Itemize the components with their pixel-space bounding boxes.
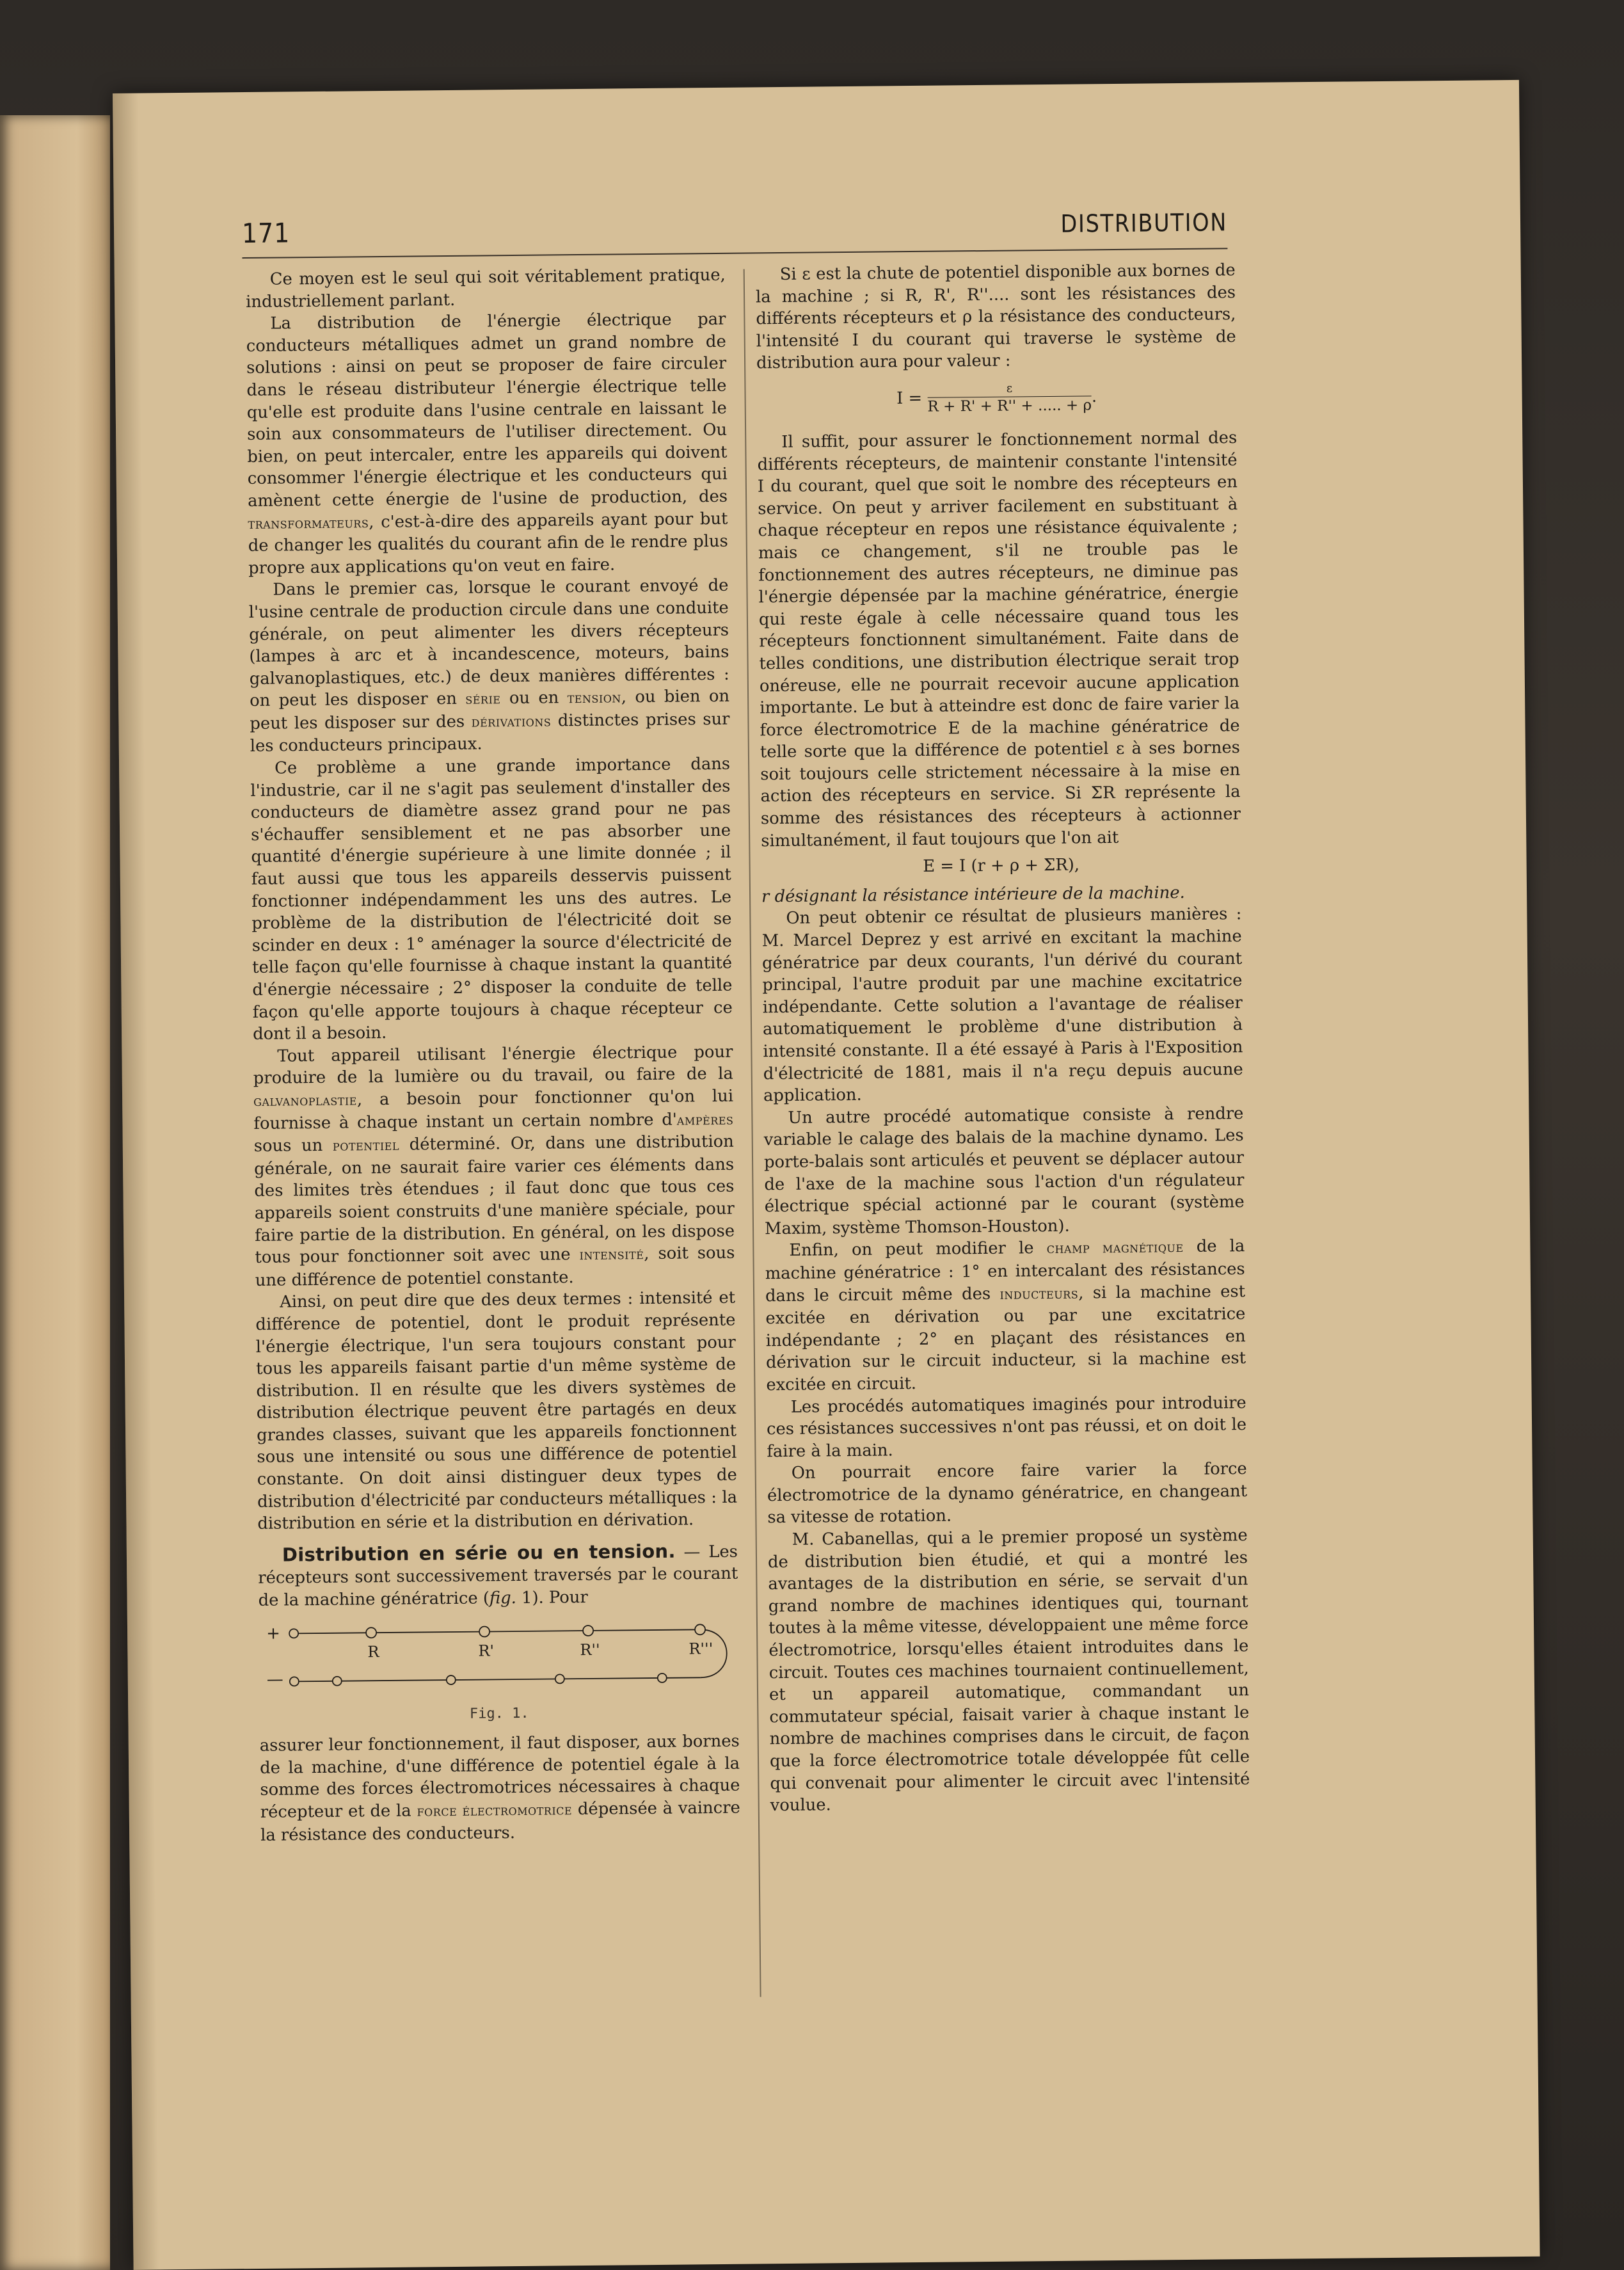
paragraph: On peut obtenir ce résultat de plusieurs manières : M. Marcel Deprez y est arrivé en excitant la machine génératrice par deux courants, l'un dérivé du courant principal, l'autre produit par une machine excitatrice indépendante. Cette solution a l'avantage de réaliser automatiquement le problème d'une distribution à intensité constante. Il a été essayé à Paris à l'Exposition d'électricité de 1881, mais il n'a reçu depuis aucune application. [761,904,1243,1106]
fraction: $\frac{\varepsilon}{R + R' + R'' + ..... + \rho}$ [927,380,1092,415]
circuit-diagram [259,1615,739,1702]
cross-reference: potentiel [332,1137,400,1155]
paragraph: On pourrait encore faire varier la force électromotrice de la dynamo génératrice, en changeant sa vitesse de rotation. [767,1459,1248,1528]
figure-1-series-circuit [259,1615,740,1727]
return-node [555,1674,564,1683]
paragraph: Ce moyen est le seul qui soit véritablement pratique, industriellement parlant. [245,265,726,312]
paragraph: Les procédés automatiques imaginés pour introduire ces résistances successives n'ont pas réussi, et on doit le faire à la main. [766,1393,1247,1461]
return-node [333,1676,342,1685]
page-number: 171 [241,217,291,250]
cross-reference: inducteurs [999,1285,1079,1303]
return-node [447,1675,456,1684]
formula-intensity: I = $\frac{\varepsilon}{R + R' + R'' + ..... + \rho}$ . [756,379,1236,417]
paragraph: Ce problème a une grande importance dans l'industrie, car il ne s'agit pas seulement d'installer des conducteurs de diamètre assez grand pour ne pas s'échauffer sensiblement et ne pas absorber une quantité d'énergie supérieure à une limite donnée ; il faut aussi que tous les appareils desservis puissent fonctionner indépendamment les uns des autres. Le problème de la distribution de l'électricité doit se scinder en deux : 1° aménager la source d'électricité de telle façon qu'elle fournisse à chaque instant la quantité d'énergie nécessaire ; 2° disposer la conduite de telle façon qu'elle apporte toujours à chaque récepteur ce dont il a besoin. [250,754,733,1044]
plus-terminal-label: + [266,1624,281,1643]
receiver-label: R' [478,1642,495,1660]
terminal-minus [290,1677,299,1686]
cross-reference: tension [567,689,621,707]
cross-reference: transformateurs [248,514,369,532]
paragraph: assurer leur fonctionnement, il faut disposer, aux bornes de la machine, d'une différence de potentiel égale à la somme des forces électromotrices nécessaires à chaque récepteur et de la force électromotrice dépensée à vaincre la résistance des conducteurs. [259,1731,740,1845]
paragraph: Tout appareil utilisant l'énergie électrique pour produire de la lumière ou du travail, ou faire de la galvanoplastie, a besoin pour fonctionner qu'on lui fournisse à chaque instant un certain nombre d'ampères sous un potentiel déterminé. Or, dans une distribution générale, on ne saurait faire varier ces éléments dans des limites très étendues ; il faut donc que tous ces appareils soient construits d'une manière spéciale, pour faire partie de la distribution. En général, on les dispose tous pour fonctionner soit avec une intensité, soit sous une différence de potentiel constante. [253,1042,735,1290]
paragraph: M. Cabanellas, qui a le premier proposé un système de distribution bien étudié, et qui a montré les avantages de la distribution en série, se servait d'un grand nombre de machines identiques qui, tournant toutes à la même vitesse, développaient une même force électromotrice, lorsqu'elles étaient introduites dans le circuit. Toutes ces machines tournaient continuellement, et un appareil automatique, commandant un commutateur spécial, faisait varier à chaque instant le nombre de machines comprises dans le circuit, de façon que la force électromotrice totale développée fût celle qui convenait pour alimenter le circuit avec l'intensité voulue. [767,1526,1250,1816]
previous-page-edge [0,115,110,2270]
cross-reference: intensité [579,1246,644,1264]
paragraph: Ainsi, on peut dire que des deux termes : intensité et différence de potentiel, dont le produit représente l'énergie électrique, l'un sera toujours constant pour tous les appareils faisant partie d'un même système de distribution. Il en résulte que les divers systèmes de distribution électrique peuvent être partagés en deux grandes classes, suivant que les appareils fonctionnent sous une intensité ou sous une différence de potentiel constante. On doit ainsi distinguer deux types de distribution d'électricité par conducteurs métalliques : la distribution en série et la distribution en dérivation. [255,1288,738,1534]
paragraph: Dans le premier cas, lorsque le courant envoyé de l'usine centrale de production circule dans une conduite générale, on peut alimenter les divers récepteurs (lampes à arc et à incandescence, moteurs, bains galvanoplastiques, etc.) de deux manières différentes : on peut les disposer en série ou en tension, ou bien on peut les disposer sur des dérivations distinctes prises sur les conducteurs principaux. [248,576,730,756]
paragraph: Distribution en série ou en tension. — Les récepteurs sont successivement traversés par le courant de la machine génératrice (fig. 1). Pour [258,1540,738,1610]
receiver-node [479,1626,490,1636]
paragraph: Un autre procédé automatique consiste à rendre variable le calage des balais de la machine dynamo. Les porte-balais sont articulés et peuvent se déplacer autour de l'axe de la machine sous l'action d'un régulateur électrique spécial actionné par le courant (système Maxim, système Thomson-Houston). [763,1103,1245,1239]
receiver-label: R''' [689,1639,713,1658]
receiver-label: R'' [580,1640,600,1659]
right-column [756,259,1250,1817]
cross-reference: série [465,691,501,708]
cross-reference: galvanoplastie [253,1092,358,1110]
left-column [246,264,741,1846]
paragraph: La distribution de l'énergie électrique par conducteurs métalliques admet un grand nombre de solutions : ainsi on peut se proposer de faire circuler dans le réseau distributeur l'énergie électrique telle qu'elle est produite dans l'usine centrale en laissant le soin aux consommateurs de l'utiliser directement. Ou bien, on peut intercaler, entre les appareils qui doivent consommer l'énergie électrique et les conducteurs qui amènent cette énergie de l'usine de production, des transformateurs, c'est-à-dire des appareils ayant pour but de changer les qualités du courant afin de le rendre plus propre aux applications qu'on veut en faire. [246,310,728,578]
minus-terminal-label: — [266,1670,283,1690]
receiver-label: R [367,1642,379,1661]
cross-reference: dérivations [471,713,552,731]
cross-reference: force électromotrice [417,1802,573,1820]
return-node [658,1673,667,1682]
paragraph: Il suffit, pour assurer le fonctionnement normal des différents récepteurs, de maintenir constante l'intensité I du courant, quel que soit le nombre des récepteurs en service. On peut y arriver facilement en substituant à chaque récepteur en repos une résistance équivalente ; mais ce changement, s'il ne trouble pas le fonctionnement des autres récepteurs, ne diminue pas l'énergie dépensée par la machine génératrice, énergie qui reste égale à celle nécessaire quand tous les récepteurs fonctionnent simultanément. Faite dans de telles conditions, une distribution électrique serait trop onéreuse, elle ne pourrait recevoir aucune application importante. Le but à atteindre est donc de faire varier la force électromotrice E de la machine génératrice de telle sorte que la différence de potentiel ε à ses bornes soit toujours celle strictement nécessaire à la mise en action des récepteurs en service. Si ΣR représente la somme des résistances des récepteurs à actionner simultanément, il faut toujours que l'on ait [757,428,1241,851]
terminal-plus [289,1629,298,1638]
paragraph: Enfin, on peut modifier le champ magnétique de la machine génératrice : 1° en intercalant des résistances dans le circuit même des inducteurs, si la machine est excitée en dérivation ou par une excitatrice indépendante ; 2° en plaçant des résistances en dérivation sur le circuit inducteur, si la machine est excitée en circuit. [765,1236,1246,1395]
paragraph: Si ε est la chute de potentiel disponible aux bornes de la machine ; si R, R', R''.... sont les résistances des différents récepteurs et ρ la résistance des conducteurs, l'intensité I du courant qui traverse le système de distribution aura pour valeur : [755,260,1236,373]
running-title: DISTRIBUTION [1060,208,1228,238]
receiver-node [583,1626,593,1636]
receiver-node [366,1627,376,1638]
figure-caption: Fig. 1. [469,1705,529,1722]
section-heading: Distribution en série ou en tension. [282,1540,676,1566]
book-page [113,80,1540,2270]
cross-reference: ampères [676,1111,734,1129]
formula-emf: E = I (r + ρ + ΣR), [923,855,1080,877]
receiver-node [695,1624,705,1635]
paragraph: r désignant la résistance intérieure de la machine. [761,883,1185,907]
cross-reference: champ magnétique [1046,1239,1184,1258]
